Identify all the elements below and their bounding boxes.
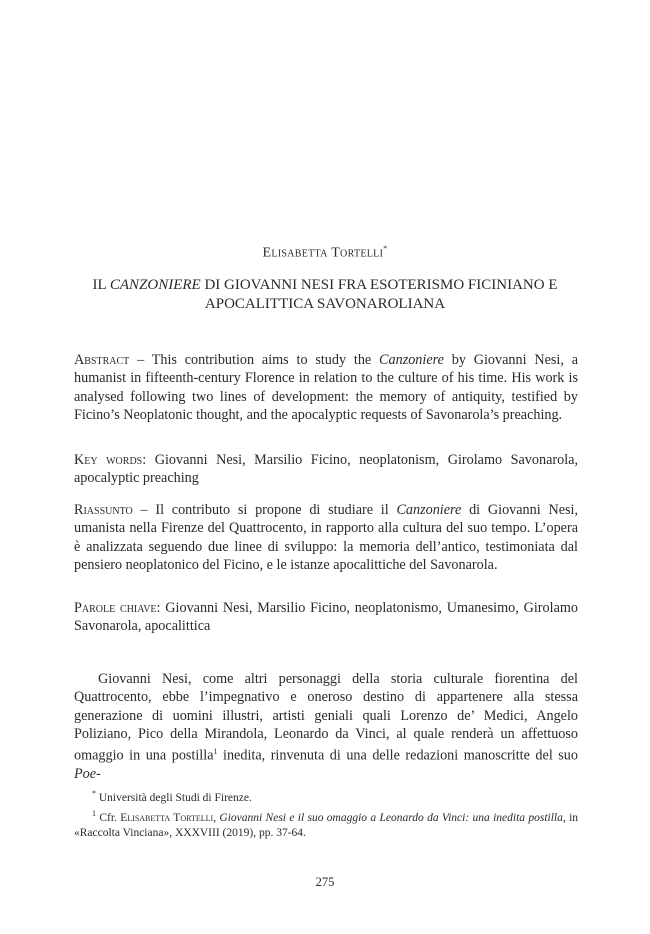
footnotes: [74, 786, 578, 841]
footnote-2-text-2: ,: [213, 811, 220, 824]
abstract-text-2: by Giovanni Nesi, a humanist in fifteenth-century Florence in relation to the culture of his time. His work is analysed following two lines of development: the memory of antiquity, testified by Ficino’s Neoplatonic thought, and the apocalyptic requests of Savonarola’s preaching.: [74, 352, 579, 423]
footnote-2-text-3: , in «Raccolta Vinciana», XXXVIII (2019), pp. 37-64.: [74, 811, 579, 839]
riassunto-label: Riassunto: [74, 502, 133, 518]
title-part-2: DI GIOVANNI NESI FRA ESOTERISMO FICINIANO E APOCALITTICA SAVONAROLIANA: [200, 277, 558, 312]
author-name: Elisabetta Tortelli: [262, 245, 384, 261]
footnote-2-italic: Giovanni Nesi e il suo omaggio a Leonardo da Vinci: una inedita postilla: [219, 811, 563, 824]
author-line: [0, 244, 650, 262]
abstract-italic: Canzoniere: [379, 352, 444, 368]
footnote-1: [74, 786, 578, 806]
riassunto-text-1: – Il contributo si propone di studiare il: [132, 502, 397, 518]
footnote-1-mark: *: [92, 789, 96, 798]
article-title: [60, 276, 590, 314]
abstract-text-1: – This contribution aims to study the: [129, 352, 380, 368]
footnote-2-text-1: Cfr.: [96, 811, 121, 824]
parole-chiave-paragraph: [74, 599, 578, 636]
footnote-2: [74, 806, 578, 841]
body-paragraph: [74, 670, 578, 784]
keywords-label: Key words: [74, 452, 143, 468]
riassunto-paragraph: [74, 501, 578, 574]
body-text-2: inedita, rinvenuta di una delle redazioni manoscritte del suo: [217, 747, 578, 764]
footnote-2-mark: 1: [92, 808, 96, 818]
riassunto-text-2: di Giovanni Nesi, umanista nella Firenze del Quattrocento, in rapporto alla cultura del suo tempo. L’opera è analizzata seguendo due linee di sviluppo: la memoria dell’antico, testimoniata dal pensiero neoplatonico del Ficino, e le istanze apocalittiche del Savonarola.: [74, 502, 578, 573]
body-text-1: Giovanni Nesi, come altri personaggi della storia culturale fiorentina del Quattrocento, ebbe l’impegnativo e oneroso destino di appartenere alla stessa generazione di uomini illustri, artisti geniali quali Lorenzo de’ Medici, Angelo Poliziano, Pico della Mirandola, Leonardo da Vinci, al quale renderà un affettuoso omaggio in una postilla: [74, 671, 578, 764]
footnote-ref: 1: [213, 747, 218, 757]
keywords-text: : Giovanni Nesi, Marsilio Ficino, neoplatonism, Girolamo Savonarola, apocalyptic preaching: [74, 452, 578, 487]
riassunto-italic: Canzoniere: [396, 502, 462, 518]
parole-chiave-text: : Giovanni Nesi, Marsilio Ficino, neoplatonismo, Umanesimo, Girolamo Savonarola, apocalittica: [74, 600, 578, 635]
abstract-label: Abstract: [74, 352, 130, 368]
footnote-1-text: Università degli Studi di Firenze.: [96, 791, 252, 804]
title-part-1: IL: [92, 277, 110, 293]
title-italic: CANZONIERE: [109, 277, 201, 293]
footnote-2-author: Elisabetta Tortelli: [120, 811, 214, 824]
parole-chiave-label: Parole chiave: [74, 600, 157, 616]
page-number: 275: [315, 875, 335, 889]
body-italic: Poe-: [74, 766, 101, 783]
abstract-paragraph: [74, 351, 578, 424]
author-footnote-mark: *: [383, 244, 388, 253]
keywords-paragraph: [74, 451, 578, 488]
